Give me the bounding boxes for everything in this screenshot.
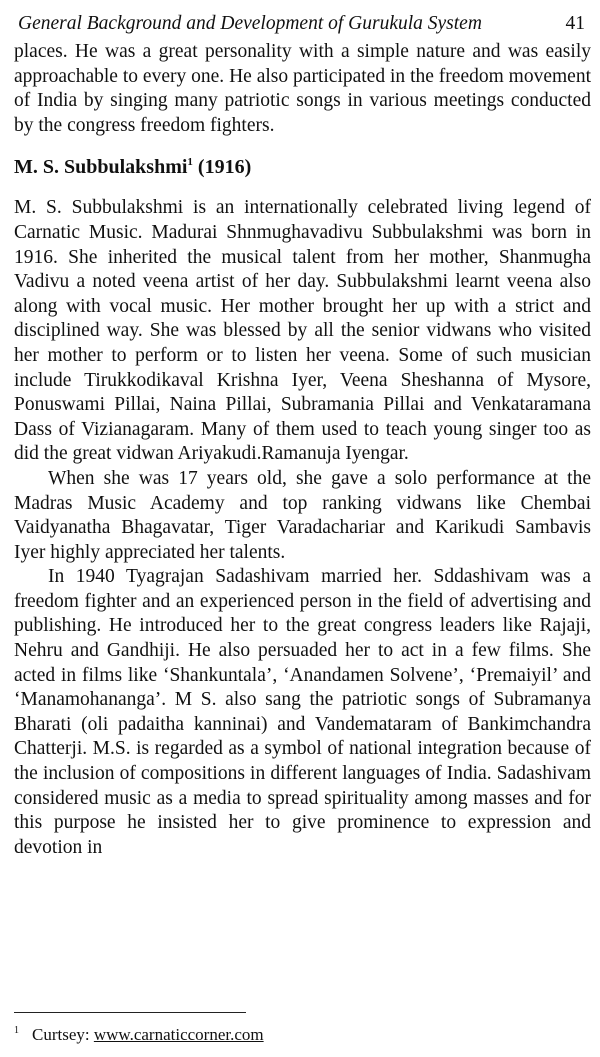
footnote-divider bbox=[14, 1012, 246, 1013]
paragraph-3: In 1940 Tyagrajan Sadashivam married her. Sddashivam was a freedom fighter and an experienced person in the field of advertising and publishing. He introduced her to the great congress leaders like Rajaji, Nehru and Gandhiji. He also persuaded her to act in a few films. She acted in films like ‘Shankuntala’, ‘Anandamen Solvene’, ‘Premaiyil’ and ‘Manamohananga’. M S. also sang the patriotic songs of Subramanya Bharati (oli padaitha kanninai) and Vandemataram of Bankimchandra Chatterji. M.S. is regarded as a symbol of national integration because of the inclusion of compositions in different languages of India. Sadashivam considered music as a media to spread spirituality among masses and for this purpose he insisted her to give prominence to expression and devotion in bbox=[14, 566, 591, 858]
footnote-marker: 1 bbox=[14, 1025, 19, 1036]
intro-paragraph: places. He was a great personality with a simple nature and was easily approachable to every one. He also participated in the freedom movement of India by singing many patriotic songs in various meetings conducted by the congress freedom fighters. bbox=[14, 41, 591, 136]
section-heading-year: (1916) bbox=[197, 156, 252, 179]
section-heading-name: M. S. Subbulakshmi bbox=[14, 156, 188, 179]
section-heading bbox=[14, 154, 591, 180]
footnote-label: Curtsey: bbox=[32, 1025, 90, 1044]
running-header bbox=[14, 8, 591, 40]
page-number: 41 bbox=[565, 13, 585, 34]
footnote-link[interactable]: www.carnaticcorner.com bbox=[93, 1025, 264, 1044]
footnote bbox=[14, 1024, 264, 1046]
book-page bbox=[14, 8, 591, 860]
running-header-title: General Background and Development of Gurukula System bbox=[18, 13, 482, 34]
paragraph-2: When she was 17 years old, she gave a solo performance at the Madras Music Academy and top ranking vidwans like Chembai Vaidyanatha Bhagavatar, Tiger Varadachariar and Karikudi Sambavis Iyer highly appreciated her talents. bbox=[14, 467, 591, 563]
footnote-reference: 1 bbox=[187, 156, 193, 169]
paragraph-1: M. S. Subbulakshmi is an internationally celebrated living legend of Carnatic Music. Madurai Shnmughavadivu Subbulakshmi was born in 1916. She inherited the musical talent from her mother, Shanmugha Vadivu a noted veena artist of her day. Subbulakshmi learnt veena also along with vocal music. Her mother brought her up with a strict and disciplined way. She was blessed by all the senior vidwans who visited her mother to perform or to listen her veena. Some of such musician include Tirukkodikaval Krishna Iyer, Veena Sheshanna of Mysore, Ponuswami Pillai, Naina Pillai, Subramania Pillai and Venkataramana Dass of Vizianagaram. Many of them used to teach young singer too as did the great vidwan Ariyakudi.Ramanuja Iyengar. bbox=[14, 197, 591, 465]
